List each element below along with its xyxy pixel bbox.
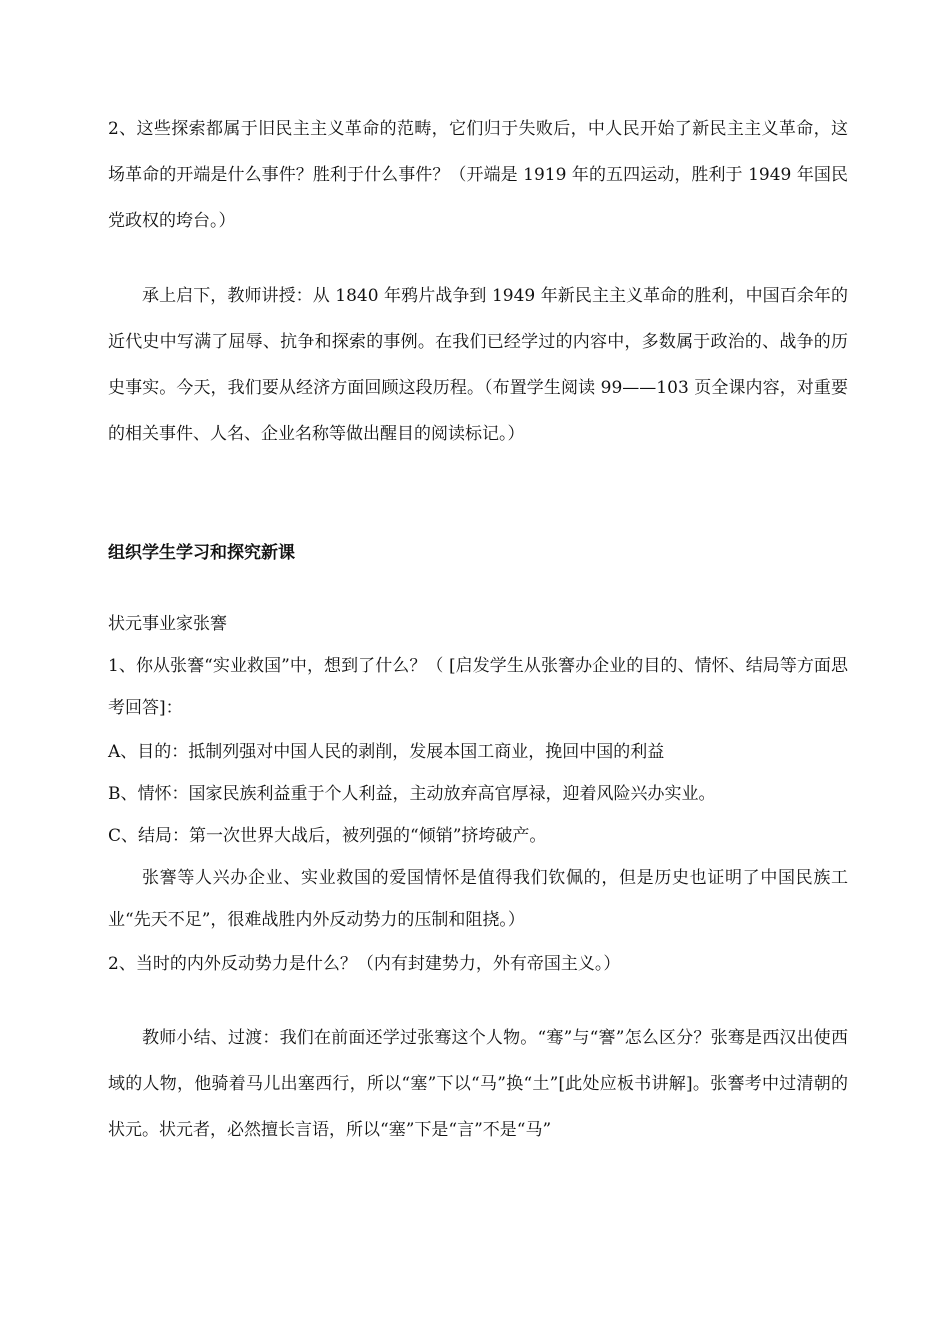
teacher-comment: 张謇等人兴办企业、实业救国的爱国情怀是值得我们钦佩的，但是历史也证明了中国民族工业“先天不足”，很难战胜内外反动势力的压制和阻挠。） — [108, 868, 848, 930]
question-2: 2、当时的内外反动势力是什么？（内有封建势力，外有帝国主义。） — [108, 954, 621, 974]
intro-question-2: 2、这些探索都属于旧民主主义革命的范畴，它们归于失败后，中人民开始了新民主主义革命，这场革命的开端是什么事件？胜利于什么事件？（开端是 1919 年的五四运动，胜利于 1949 年国民党政权的垮台。） — [108, 119, 848, 231]
section-heading: 组织学生学习和探究新课 — [108, 543, 295, 563]
answer-a: A、目的：抵制列强对中国人民的剥削，发展本国工商业，挽回中国的利益 — [108, 742, 665, 762]
teacher-summary: 教师小结、过渡：我们在前面还学过张骞这个人物。“骞”与“謇”怎么区分？张骞是西汉出使西域的人物，他骑着马儿出塞西行，所以“塞”下以“马”换“土”[此处应板书讲解]。张謇考中过清朝的状元。状元者，必然擅长言语，所以“塞”下是“言”不是“马” — [108, 1028, 848, 1140]
intro-transition-paragraph: 承上启下，教师讲授：从 1840 年鸦片战争到 1949 年新民主主义革命的胜利，中国百余年的近代史中写满了屈辱、抗争和探索的事例。在我们已经学过的内容中，多数属于政治的、战争的历史事实。今天，我们要从经济方面回顾这段历程。（布置学生阅读 99——103 页全课内容，对重要的相关事件、人名、企业名称等做出醒目的阅读标记。） — [108, 286, 848, 444]
answer-b: B、情怀：国家民族利益重于个人利益，主动放弃高官厚禄，迎着风险兴办实业。 — [108, 784, 716, 804]
question-1: 1、你从张謇“实业救国”中，想到了什么？（ [启发学生从张謇办企业的目的、情怀、结局等方面思考回答]： — [108, 656, 848, 718]
answer-c: C、结局：第一次世界大战后，被列强的“倾销”挤垮破产。 — [108, 826, 547, 846]
section-subtitle: 状元事业家张謇 — [108, 614, 227, 634]
